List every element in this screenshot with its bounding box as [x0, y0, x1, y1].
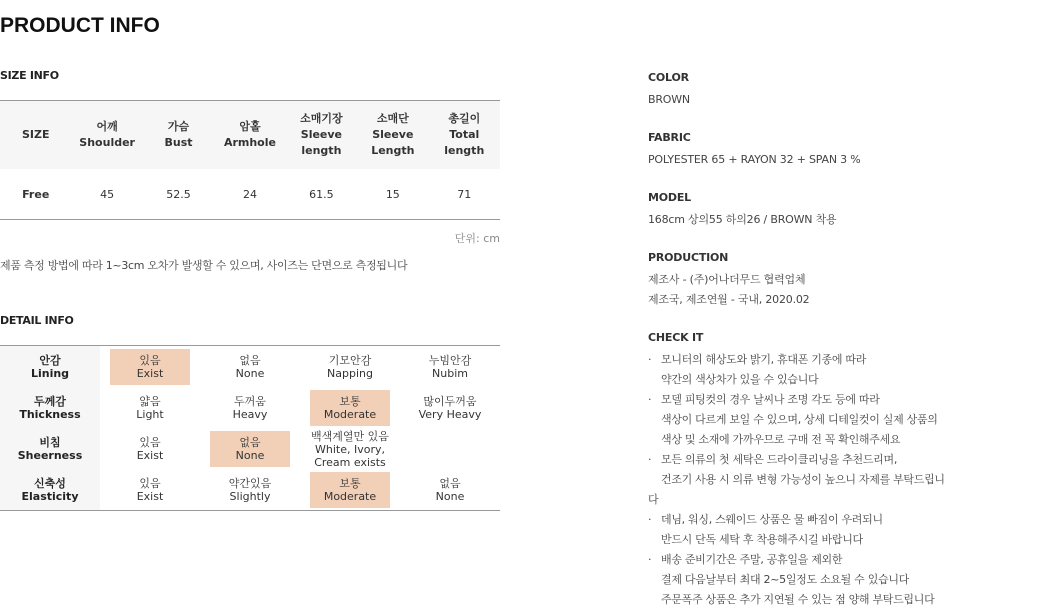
bullet-icon: ·: [648, 553, 652, 566]
production-line: 제조사 - (주)어나더무드 협력업체: [648, 273, 806, 286]
detail-option: [310, 349, 390, 385]
product-info-panel: [648, 70, 1048, 610]
production-info: [648, 250, 1048, 310]
detail-option-en: Exist: [136, 366, 164, 380]
detail-option-ko: 기모안감: [328, 353, 372, 367]
detail-option: [302, 431, 398, 467]
size-table-row: [0, 169, 500, 220]
detail-option-ko: 없음: [239, 435, 261, 449]
check-it-line: 다: [648, 493, 659, 506]
color-value: BROWN: [648, 93, 690, 106]
bullet-icon: ·: [648, 353, 652, 366]
detail-option-en: Napping: [327, 366, 373, 380]
size-cell: 71: [457, 187, 472, 201]
detail-option: [410, 390, 490, 426]
check-it-line: 반드시 단독 세탁 후 착용해주시길 바랍니다: [661, 533, 863, 546]
detail-option-cell: [400, 428, 500, 469]
check-it-line: 색상 및 소재에 가까우므로 구매 전 꼭 확인해주세요: [661, 433, 901, 446]
size-table: [0, 100, 500, 220]
detail-option: [410, 472, 490, 508]
check-it-item: [648, 510, 1048, 550]
fabric-label: FABRIC: [648, 131, 691, 144]
detail-option-en: None: [435, 489, 465, 503]
detail-option: [110, 390, 190, 426]
check-it-item: [648, 450, 1048, 510]
check-it-line: 건조기 사용 시 의류 변형 가능성이 높으니 자제를 부탁드립니: [661, 473, 945, 486]
bullet-icon: ·: [648, 453, 652, 466]
detail-option: [210, 390, 290, 426]
detail-row-head-ko: 안감: [39, 353, 61, 367]
detail-row: [0, 469, 500, 511]
detail-option-en: Nubim: [432, 366, 468, 380]
color-label: COLOR: [648, 71, 689, 84]
check-it-label: CHECK IT: [648, 331, 704, 344]
check-it-list: [648, 350, 1048, 610]
check-it-line: 모니터의 해상도와 밝기, 휴대폰 기종에 따라: [661, 353, 867, 366]
detail-option-cell: [100, 346, 200, 388]
measurement-note: 제품 측정 방법에 따라 1~3cm 오차가 발생할 수 있으며, 사이즈는 단면으로 측정됩니다: [0, 259, 408, 272]
detail-option-cell: [300, 428, 400, 469]
detail-option: [110, 431, 190, 467]
detail-option: [210, 472, 290, 508]
size-cell: 15: [385, 187, 400, 201]
detail-option-ko: 얇음: [139, 394, 161, 408]
detail-option-cell: [300, 346, 400, 388]
unit-note: 단위: cm: [454, 232, 500, 245]
size-header-armhole: 암홀 Armhole: [214, 101, 285, 170]
detail-option-en: Exist: [136, 448, 164, 462]
production-label: PRODUCTION: [648, 251, 729, 264]
size-header-size: SIZE: [0, 101, 71, 170]
detail-option-selected: [310, 472, 390, 508]
detail-option-cell: [100, 428, 200, 469]
detail-option-en: Moderate: [323, 489, 377, 503]
detail-row-head: [0, 428, 100, 469]
detail-option: [410, 431, 490, 467]
detail-option-ko: 보통: [339, 476, 361, 490]
detail-option-en: None: [235, 448, 265, 462]
detail-info-title: DETAIL INFO: [0, 314, 74, 327]
size-header-sleeve-length: 소매기장 Sleeve length: [286, 101, 357, 170]
size-header-sleeve-cuff: 소매단 Sleeve Length: [357, 101, 428, 170]
detail-option-cell: [100, 469, 200, 511]
page-title: PRODUCT INFO: [0, 14, 160, 37]
detail-option: [410, 349, 490, 385]
detail-option-en: Very Heavy: [418, 407, 482, 421]
size-header-bust: 가슴 Bust: [143, 101, 214, 170]
detail-option-en: None: [235, 366, 265, 380]
color-info: [648, 70, 1048, 110]
detail-row: [0, 346, 500, 388]
check-it-line: 색상이 다르게 보일 수 있으며, 상세 디테일컷이 실제 상품의: [661, 413, 938, 426]
detail-row-head-en: Sheerness: [17, 448, 83, 462]
detail-option-cell: [100, 387, 200, 428]
detail-option-en: White, Ivory, Cream exists: [314, 442, 386, 469]
check-it-item: [648, 550, 1048, 610]
size-cell: Free: [22, 187, 50, 201]
model-info: [648, 190, 1048, 230]
detail-row-head-en: Thickness: [19, 407, 81, 421]
detail-row-head: [0, 346, 100, 388]
detail-row-head-en: Elasticity: [21, 489, 79, 503]
model-value: 168cm 상의55 하의26 / BROWN 착용: [648, 213, 837, 226]
detail-option-ko: 있음: [139, 476, 161, 490]
detail-option-en: Slightly: [229, 489, 271, 503]
detail-option-selected: [210, 431, 290, 467]
size-header-total-length: 총길이 Total length: [429, 101, 500, 170]
detail-option-ko: 백색계열만 있음: [311, 429, 389, 443]
detail-row-head-ko: 두께감: [34, 394, 66, 408]
bullet-icon: ·: [648, 513, 652, 526]
detail-option-en: Heavy: [232, 407, 268, 421]
detail-option-cell: [200, 387, 300, 428]
bullet-icon: ·: [648, 393, 652, 406]
fabric-value: POLYESTER 65 + RAYON 32 + SPAN 3 %: [648, 153, 861, 166]
detail-option-ko: 보통: [339, 394, 361, 408]
detail-table: [0, 345, 500, 511]
production-line: 제조국, 제조연월 - 국내, 2020.02: [648, 293, 810, 306]
detail-row-head-en: Lining: [30, 366, 70, 380]
detail-option-cell: [400, 387, 500, 428]
size-cell: 61.5: [309, 187, 334, 201]
detail-option: [210, 349, 290, 385]
detail-option-ko: 있음: [139, 353, 161, 367]
size-header-shoulder: 어깨 Shoulder: [71, 101, 142, 170]
check-it-line: 주문폭주 상품은 추가 지연될 수 있는 점 양해 부탁드립니다: [661, 593, 935, 606]
detail-row-head: [0, 469, 100, 511]
detail-option-ko: 두꺼움: [234, 394, 266, 408]
check-it-item: [648, 390, 1048, 450]
detail-option-cell: [200, 346, 300, 388]
size-table-header-row: [0, 101, 500, 170]
detail-row-head-ko: 비침: [39, 435, 61, 449]
check-it-line: 배송 준비기간은 주말, 공휴일을 제외한: [661, 553, 843, 566]
detail-row: [0, 428, 500, 469]
detail-row: [0, 387, 500, 428]
check-it-line: 데님, 워싱, 스웨이드 상품은 물 빠짐이 우려되니: [661, 513, 883, 526]
detail-option-ko: 누빔안감: [428, 353, 472, 367]
detail-option-ko: 없음: [439, 476, 461, 490]
detail-option-ko: 있음: [139, 435, 161, 449]
detail-option-cell: [300, 469, 400, 511]
detail-option-cell: [300, 387, 400, 428]
check-it-line: 결제 다음날부터 최대 2~5일정도 소요될 수 있습니다: [661, 573, 910, 586]
detail-option-en: Exist: [136, 489, 164, 503]
detail-row-head: [0, 387, 100, 428]
check-it-line: 모델 피팅컷의 경우 날씨나 조명 각도 등에 따라: [661, 393, 880, 406]
detail-option-ko: 없음: [239, 353, 261, 367]
size-cell: 24: [242, 187, 257, 201]
check-it-line: 약간의 색상차가 있을 수 있습니다: [661, 373, 819, 386]
detail-row-head-ko: 신축성: [34, 476, 66, 490]
detail-option-cell: [400, 469, 500, 511]
check-it-item: [648, 350, 1048, 390]
size-cell: 45: [100, 187, 115, 201]
detail-option-cell: [200, 469, 300, 511]
detail-option-selected: [310, 390, 390, 426]
check-it-info: [648, 330, 1048, 610]
detail-option-selected: [110, 349, 190, 385]
detail-option-en: Light: [136, 407, 164, 421]
model-label: MODEL: [648, 191, 691, 204]
detail-option-cell: [200, 428, 300, 469]
detail-option-ko: 약간있음: [228, 476, 272, 490]
detail-option-cell: [400, 346, 500, 388]
detail-option: [110, 472, 190, 508]
detail-option-ko: 많이두꺼움: [423, 394, 477, 408]
detail-option-en: Moderate: [323, 407, 377, 421]
size-cell: 52.5: [166, 187, 191, 201]
fabric-info: [648, 130, 1048, 170]
size-info-title: SIZE INFO: [0, 69, 59, 82]
check-it-line: 모든 의류의 첫 세탁은 드라이클리닝을 추천드리며,: [661, 453, 898, 466]
